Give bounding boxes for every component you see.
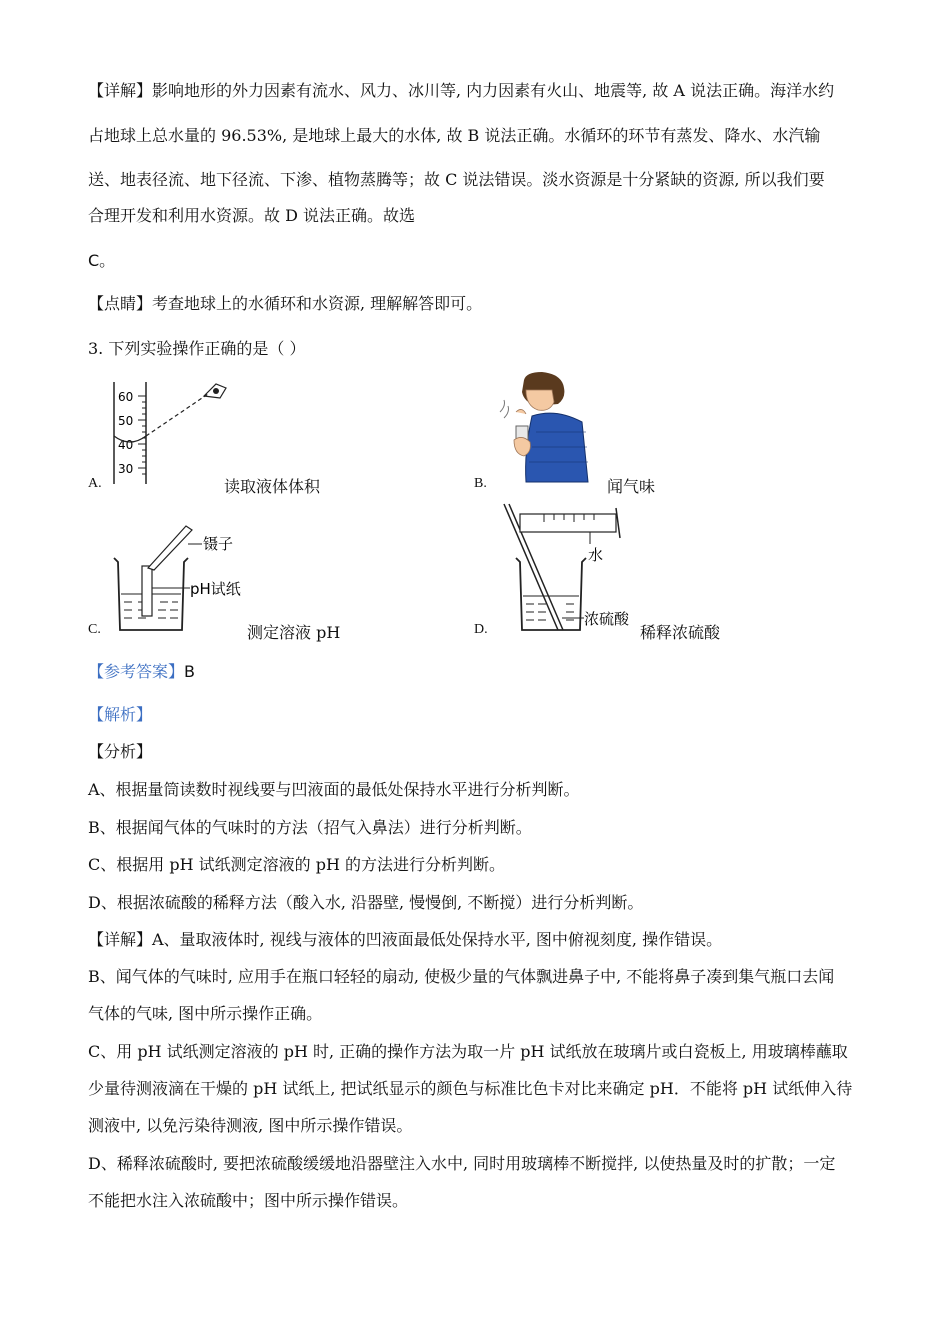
question-stem: 3. 下列实验操作正确的是（ ） [88, 339, 306, 358]
acid-label: 浓硫酸 [584, 610, 630, 628]
detail-paragraph-line: 送、地表径流、地下径流、下渗、植物蒸腾等；故 C 说法错误。淡水资源是十分紧缺的资源, 所以我们要 [88, 170, 825, 189]
tick-label: 60 [118, 390, 134, 404]
tweezers-label: 镊子 [203, 535, 234, 553]
detail-line: 不能把水注入浓硫酸中；图中所示操作错误。 [88, 1191, 409, 1210]
detail-line: 测液中, 以免污染待测液, 图中所示操作错误。 [88, 1116, 413, 1135]
detail-line: 少量待测液滴在干燥的 pH 试纸上, 把试纸显示的颜色与标准比色卡对比来确定 pH．不能将 pH 试纸伸入待 [88, 1079, 853, 1098]
answer-value: B [184, 662, 195, 681]
fenxi-heading: 【分析】 [88, 742, 153, 761]
analysis-a: A、根据量筒读数时视线要与凹液面的最低处保持水平进行分析判断。 [88, 780, 580, 799]
option-caption: 读取液体体积 [224, 477, 321, 496]
analysis-b: B、根据闻气体的气味时的方法（招气入鼻法）进行分析判断。 [88, 818, 532, 837]
detail-line: C、用 pH 试纸测定溶液的 pH 时, 正确的操作方法为取一片 pH 试纸放在玻璃片或白瓷板上, 用玻璃棒蘸取 [88, 1042, 848, 1061]
answer-label: 【参考答案】 [88, 662, 185, 681]
water-label: 水 [588, 546, 604, 564]
detail-line: B、闻气体的气味时, 应用手在瓶口轻轻的扇动, 使极少量的气体飘进鼻子中, 不能将鼻子凑到集气瓶口去闻 [88, 967, 835, 986]
detail-paragraph-line: C。 [88, 251, 116, 270]
option-letter: B. [474, 476, 487, 491]
reference-answer [88, 661, 195, 683]
detail-paragraph-line: 【详解】影响地形的外力因素有流水、风力、冰川等, 内力因素有火山、地震等, 故 A 说法正确。海洋水约 [88, 81, 835, 100]
tick-label: 30 [118, 462, 134, 476]
detail-line: 【详解】A、量取液体时, 视线与液体的凹液面最低处保持水平, 图中俯视刻度, 操作错误。 [88, 930, 723, 949]
cylinder-reading-figure [108, 376, 238, 488]
option-letter: A. [88, 476, 102, 491]
option-letter: C. [88, 622, 101, 637]
jiexi-heading: 【解析】 [88, 705, 153, 724]
ph-test-figure [108, 522, 248, 634]
option-caption: 闻气味 [607, 477, 656, 496]
option-caption: 测定溶液 pH [247, 623, 341, 642]
tick-label: 40 [118, 438, 134, 452]
analysis-c: C、根据用 pH 试纸测定溶液的 pH 的方法进行分析判断。 [88, 855, 505, 874]
detail-paragraph-line: 占地球上总水量的 96.53%, 是地球上最大的水体, 故 B 说法正确。水循环的环节有蒸发、降水、水汽输 [88, 126, 821, 145]
tick-label: 50 [118, 414, 134, 428]
eye-icon [204, 384, 226, 398]
dilute-acid-figure [500, 502, 630, 634]
comment-paragraph: 【点睛】考查地球上的水循环和水资源, 理解解答即可。 [88, 294, 483, 313]
option-letter: D. [474, 622, 488, 637]
detail-line: 气体的气味, 图中所示操作正确。 [88, 1004, 323, 1023]
smelling-figure [496, 372, 606, 487]
ph-paper-label: pH试纸 [190, 580, 241, 598]
analysis-d: D、根据浓硫酸的稀释方法（酸入水, 沿器壁, 慢慢倒, 不断搅）进行分析判断。 [88, 893, 644, 912]
detail-paragraph-line: 合理开发和利用水资源。故 D 说法正确。故选 [88, 206, 416, 225]
option-caption: 稀释浓硫酸 [640, 623, 721, 642]
detail-line: D、稀释浓硫酸时, 要把浓硫酸缓缓地沿器壁注入水中, 同时用玻璃棒不断搅拌, 以使热量及时的扩散；一定 [88, 1154, 836, 1173]
